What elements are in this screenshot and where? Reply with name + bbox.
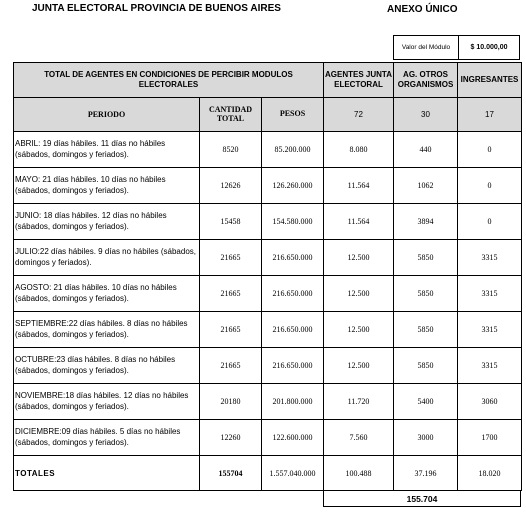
row-cantidad: 12626 xyxy=(200,168,262,204)
row-pesos: 216.650.000 xyxy=(262,240,324,276)
row-otros: 5850 xyxy=(394,312,458,348)
table-row xyxy=(14,132,522,168)
row-cantidad: 15458 xyxy=(200,204,262,240)
row-ingresantes: 3315 xyxy=(458,312,522,348)
row-ingresantes: 1700 xyxy=(458,420,522,456)
row-otros: 3894 xyxy=(394,204,458,240)
row-ingresantes: 3315 xyxy=(458,276,522,312)
row-otros: 5850 xyxy=(394,348,458,384)
table-row xyxy=(14,420,522,456)
table-row xyxy=(14,168,522,204)
module-value: $ 10.000,00 xyxy=(470,44,508,51)
row-junta: 8.080 xyxy=(324,132,394,168)
row-cantidad: 12260 xyxy=(200,420,262,456)
module-value-box xyxy=(393,35,520,60)
row-periodo: SEPTIEMBRE:22 días hábiles. 8 días no hábiles (sábados, domingos y feriados). xyxy=(14,312,200,348)
row-pesos: 122.600.000 xyxy=(262,420,324,456)
row-otros: 5850 xyxy=(394,240,458,276)
col-ingresantes: INGRESANTES xyxy=(458,63,522,98)
row-pesos: 154.580.000 xyxy=(262,204,324,240)
row-pesos: 216.650.000 xyxy=(262,348,324,384)
row-ingresantes: 3315 xyxy=(458,348,522,384)
row-pesos: 216.650.000 xyxy=(262,276,324,312)
row-periodo: JUNIO: 18 días hábiles. 12 días no hábiles (sábados, domingos y feriados). xyxy=(14,204,200,240)
row-junta: 7.560 xyxy=(324,420,394,456)
row-junta: 11.564 xyxy=(324,204,394,240)
row-periodo: OCTUBRE:23 días hábiles. 8 días no hábiles (sábados, domingos y feriados). xyxy=(14,348,200,384)
module-label: Valor del Módulo xyxy=(394,36,459,59)
row-cantidad: 21665 xyxy=(200,348,262,384)
row-ingresantes: 3060 xyxy=(458,384,522,420)
table-row xyxy=(14,204,522,240)
row-pesos: 201.800.000 xyxy=(262,384,324,420)
row-periodo: MAYO: 21 días hábiles. 10 días no hábiles (sábados, domingos y feriados). xyxy=(14,168,200,204)
row-junta: 12.500 xyxy=(324,312,394,348)
table-row xyxy=(14,384,522,420)
col-ag-otros: AG. OTROS ORGANISMOS xyxy=(394,63,458,98)
row-otros: 5850 xyxy=(394,276,458,312)
row-cantidad: 8520 xyxy=(200,132,262,168)
totals-label: TOTALES xyxy=(14,456,200,491)
row-otros: 440 xyxy=(394,132,458,168)
document-title: JUNTA ELECTORAL PROVINCIA DE BUENOS AIRES xyxy=(32,3,281,14)
col-agentes-junta: AGENTES JUNTA ELECTORAL xyxy=(324,63,394,98)
row-junta: 12.500 xyxy=(324,348,394,384)
row-otros: 5400 xyxy=(394,384,458,420)
row-junta: 11.564 xyxy=(324,168,394,204)
row-periodo: JULIO:22 días hábiles. 9 días no hábiles (sábados, domingos y feriados). xyxy=(14,240,200,276)
row-otros: 1062 xyxy=(394,168,458,204)
row-periodo: AGOSTO: 21 días hábiles. 10 días no hábiles (sábados, domingos y feriados). xyxy=(14,276,200,312)
row-periodo: DICIEMBRE:09 días hábiles. 5 días no hábiles (sábados, domingos y feriados). xyxy=(14,420,200,456)
table-row xyxy=(14,276,522,312)
row-ingresantes: 0 xyxy=(458,204,522,240)
row-ingresantes: 0 xyxy=(458,168,522,204)
row-periodo: ABRIL: 19 días hábiles. 11 días no hábiles (sábados, domingos y feriados). xyxy=(14,132,200,168)
col-pesos: PESOS xyxy=(262,98,324,132)
table-row xyxy=(14,312,522,348)
row-cantidad: 21665 xyxy=(200,240,262,276)
totals-cantidad: 155704 xyxy=(200,456,262,491)
table-row xyxy=(14,348,522,384)
col-periodo: PERIODO xyxy=(14,98,200,132)
table-row xyxy=(14,240,522,276)
row-periodo: NOVIEMBRE:18 días hábiles. 12 días no hábiles (sábados, domingos y feriados). xyxy=(14,384,200,420)
row-junta: 11.720 xyxy=(324,384,394,420)
hdr-num-otros: 30 xyxy=(394,98,458,132)
row-junta: 12.500 xyxy=(324,276,394,312)
totals-otros: 37.196 xyxy=(394,456,458,491)
row-cantidad: 20180 xyxy=(200,384,262,420)
totals-ingresantes: 18.020 xyxy=(458,456,522,491)
row-pesos: 85.200.000 xyxy=(262,132,324,168)
grand-total: 155.704 xyxy=(323,490,521,507)
row-junta: 12.500 xyxy=(324,240,394,276)
hdr-num-ingresantes: 17 xyxy=(458,98,522,132)
row-cantidad: 21665 xyxy=(200,312,262,348)
hdr-num-junta: 72 xyxy=(324,98,394,132)
row-ingresantes: 0 xyxy=(458,132,522,168)
table-title: TOTAL DE AGENTES EN CONDICIONES DE PERCIBIR MODULOS ELECTORALES xyxy=(14,63,324,98)
annex-title: ANEXO ÚNICO xyxy=(387,4,458,15)
agents-table xyxy=(13,62,522,491)
row-pesos: 216.650.000 xyxy=(262,312,324,348)
row-otros: 3000 xyxy=(394,420,458,456)
row-ingresantes: 3315 xyxy=(458,240,522,276)
totals-junta: 100.488 xyxy=(324,456,394,491)
totals-pesos: 1.557.040.000 xyxy=(262,456,324,491)
row-cantidad: 21665 xyxy=(200,276,262,312)
row-pesos: 126.260.000 xyxy=(262,168,324,204)
col-cantidad: CANTIDAD TOTAL xyxy=(200,98,262,132)
